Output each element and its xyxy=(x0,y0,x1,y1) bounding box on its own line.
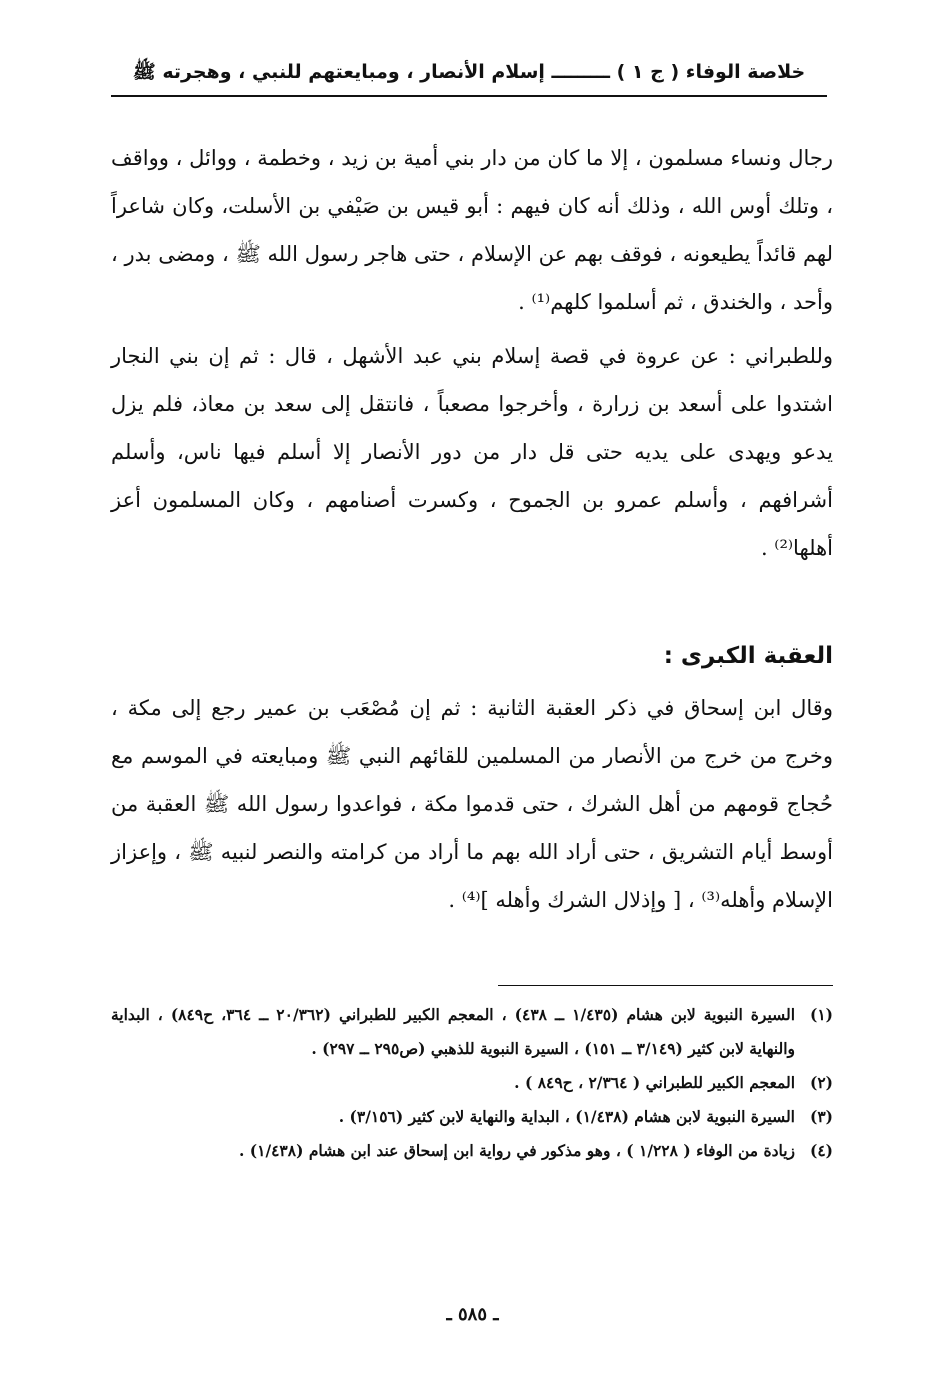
footnotes-list xyxy=(111,998,833,1168)
footnote-separator xyxy=(498,985,833,986)
footnote-text: المعجم الكبير للطبراني ( ٢/٣٦٤ ، ح٨٤٩ ) . xyxy=(514,1073,795,1092)
footnote-text: السيرة النبوية لابن هشام (١/٤٣٨) ، البداية والنهاية لابن كثير (٣/١٥٦) . xyxy=(338,1107,795,1126)
footnote-1 xyxy=(111,998,833,1066)
footnote-number: (٣) xyxy=(809,1107,833,1126)
footnote-4 xyxy=(111,1134,833,1168)
header-rule xyxy=(111,95,827,97)
section-heading: العقبة الكبرى : xyxy=(663,643,833,669)
footnote-text: السيرة النبوية لابن هشام (١/٤٣٥ ــ ٤٣٨) ، المعجم الكبير للطبراني (٢٠/٣٦٢ ــ ٣٦٤، ح٨٤٩) ، البداية والنهاية لابن كثير (٣/١٤٩ ــ ١٥١) ، السيرة النبوية للذهبي (ص٢٩٥ ــ ٢٩٧) . xyxy=(111,1005,796,1058)
page-number: ـ ٥٨٥ ـ xyxy=(446,1304,499,1325)
running-header: خلاصة الوفاء ( ج ١ ) ـــــــــ إسلام الأنصار ، ومبايعتهم للنبي ، وهجرته ﷺ xyxy=(132,61,806,83)
footnote-text: زيادة من الوفاء ( ١/٢٢٨ ) ، وهو مذكور في رواية ابن إسحاق عند ابن هشام (١/٤٣٨) . xyxy=(238,1141,795,1160)
footnote-number: (٢) xyxy=(809,1073,833,1092)
footnote-number: (٤) xyxy=(809,1141,833,1160)
footnote-number: (١) xyxy=(809,1005,833,1024)
body-paragraph-3: وقال ابن إسحاق في ذكر العقبة الثانية : ثم إن مُصْعَب بن عمير رجع إلى مكة ، وخرج من خرج من الأنصار من المسلمين للقائهم النبي ﷺ ومبايعته في الموسم مع حُجاج قومهم من أهل الشرك ، حتى قدموا مكة ، فواعدوا رسول الله ﷺ العقبة من أوسط أيام التشريق ، حتى أراد الله بهم ما أراد من كرامته والنصر لنبيه ﷺ ، وإعزاز الإسلام وأهله⁽³⁾ ، [ وإذلال الشرك وأهله ]⁽⁴⁾ . xyxy=(111,696,833,912)
body-paragraph-1: رجال ونساء مسلمون ، إلا ما كان من دار بني أمية بن زيد ، وخطمة ، ووائل ، وواقف ، وتلك أوس الله ، وذلك أنه كان فيهم : أبو قيس بن صَيْفي بن الأسلت، وكان شاعراً لهم قائداً يطيعونه ، فوقف بهم عن الإسلام ، حتى هاجر رسول الله ﷺ ، ومضى بدر ، وأحد ، والخندق ، ثم أسلموا كلهم⁽¹⁾ . xyxy=(111,146,833,314)
body-paragraph-2: وللطبراني : عن عروة في قصة إسلام بني عبد الأشهل ، قال : ثم إن بني النجار اشتدوا على أسعد بن زرارة ، وأخرجوا مصعباً ، فانتقل إلى سعد بن معاذ، فلم يزل يدعو ويهدى على يديه حتى قل دار من دور الأنصار إلا أسلم فيها ناس، وأسلم أشرافهم ، وأسلم عمرو بن الجموح ، وكسرت أصنامهم ، وكان المسلمون أعز أهلها⁽²⁾ . xyxy=(111,344,833,560)
footnote-2 xyxy=(111,1066,833,1100)
footnote-3 xyxy=(111,1100,833,1134)
